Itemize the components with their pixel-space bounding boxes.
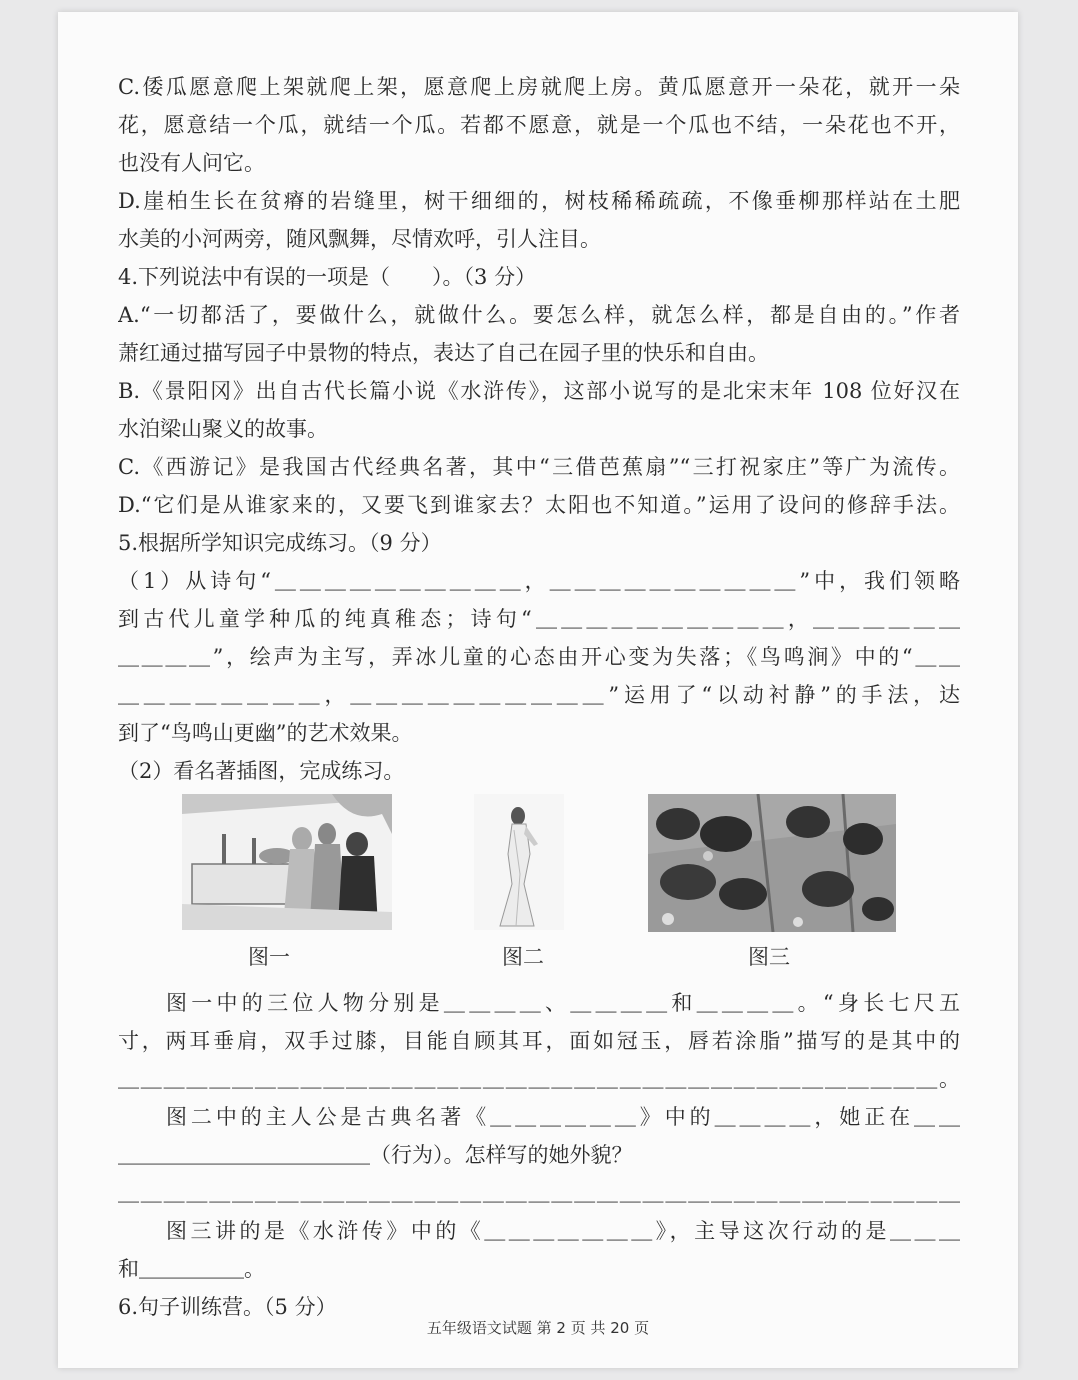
option-d-line-1: D.崖柏生长在贫瘠的岩缝里，树干细细的，树枝稀稀疏疏，不像垂柳那样站在土肥 [118, 189, 960, 213]
illustrations-row [118, 794, 960, 984]
q5-part1-line-2: 到古代儿童学种瓜的纯真稚态；诗句“＿＿＿＿＿＿＿＿＿＿，＿＿＿＿＿＿ [118, 607, 960, 631]
fig1-answer-blank: ＿＿＿＿＿＿＿＿＿＿＿＿＿＿＿＿＿＿＿＿＿＿＿＿＿＿＿＿＿＿＿＿＿＿＿＿。 [118, 1067, 960, 1091]
figure-3-caption: 图三 [748, 945, 790, 969]
q4-option-b-line-2: 水泊梁山聚义的故事。 [118, 417, 328, 441]
question-4-title: 4.下列说法中有误的一项是（ ）。（3 分） [118, 265, 537, 289]
option-c-line-1: C.倭瓜愿意爬上架就爬上架，愿意爬上房就爬上房。黄瓜愿意开一朵花，就开一朵 [118, 75, 960, 99]
figure-1-caption: 图一 [248, 945, 290, 969]
figure-1-illustration [182, 794, 392, 930]
figure-2 [474, 794, 564, 934]
q5-part1-line-1: （1）从诗句“＿＿＿＿＿＿＿＿＿＿，＿＿＿＿＿＿＿＿＿＿”中，我们领略 [118, 569, 960, 593]
q5-part1-line-4: ＿＿＿＿＿＿＿＿，＿＿＿＿＿＿＿＿＿＿”运用了“以动衬静”的手法，达 [118, 683, 960, 707]
figure-2-caption: 图二 [502, 945, 544, 969]
fig1-question-line-1: 图一中的三位人物分别是＿＿＿＿、＿＿＿＿和＿＿＿＿。“身长七尺五 [166, 991, 960, 1015]
option-d-line-2: 水美的小河两旁，随风飘舞，尽情欢呼，引人注目。 [118, 227, 601, 251]
q4-option-c: C.《西游记》是我国古代经典名著，其中“三借芭蕉扇”“三打祝家庄”等广为流传。 [118, 455, 960, 479]
fig2-answer-blank: ＿＿＿＿＿＿＿＿＿＿＿＿＿＿＿＿＿＿＿＿＿＿＿＿＿＿＿＿＿＿＿＿＿＿＿＿＿ [118, 1181, 960, 1205]
q4-option-b-line-1: B.《景阳冈》出自古代长篇小说《水浒传》，这部小说写的是北宋末年 108 位好汉在 [118, 379, 960, 403]
fig3-question-line-2: 和＿＿＿＿＿。 [118, 1257, 265, 1281]
figure-2-illustration [474, 794, 564, 930]
q4-option-a-line-2: 萧红通过描写园子中景物的特点，表达了自己在园子里的快乐和自由。 [118, 341, 769, 365]
exam-page [58, 12, 1018, 1368]
question-5-title: 5.根据所学知识完成练习。（9 分） [118, 531, 442, 555]
figure-1 [182, 794, 392, 934]
q4-option-d: D.“它们是从谁家来的，又要飞到谁家去？太阳也不知道。”运用了设问的修辞手法。 [118, 493, 960, 517]
q5-part1-line-5: 到了“鸟鸣山更幽”的艺术效果。 [118, 721, 413, 745]
figure-3 [648, 794, 896, 936]
page-footer: 五年级语文试题 第 2 页 共 20 页 [426, 1319, 650, 1337]
fig2-question-line-1: 图二中的主人公是古典名著《＿＿＿＿＿＿》中的＿＿＿＿，她正在＿＿ [166, 1105, 960, 1129]
q4-option-a-line-1: A.“一切都活了，要做什么，就做什么。要怎么样，就怎么样，都是自由的。”作者 [118, 303, 960, 327]
q5-part2-title: （2）看名著插图，完成练习。 [118, 759, 405, 783]
option-c-line-3: 也没有人问它。 [118, 151, 265, 175]
page-content [118, 68, 960, 1326]
fig3-question-line-1: 图三讲的是《水浒传》中的《＿＿＿＿＿＿＿》，主导这次行动的是＿＿＿ [166, 1219, 960, 1243]
fig2-question-line-2: ＿＿＿＿＿＿＿＿＿＿＿＿（行为）。怎样写的她外貌？ [118, 1143, 633, 1167]
q5-part1-line-3: ＿＿＿＿”，绘声为主写，弄冰儿童的心态由开心变为失落；《鸟鸣涧》中的“＿＿ [118, 645, 960, 669]
figure-3-illustration [648, 794, 896, 932]
option-c-line-2: 花，愿意结一个瓜，就结一个瓜。若都不愿意，就是一个瓜也不结，一朵花也不开， [118, 113, 960, 137]
question-6-title: 6.句子训练营。（5 分） [118, 1295, 337, 1319]
fig1-question-line-2: 寸，两耳垂肩，双手过膝，目能自顾其耳，面如冠玉，唇若涂脂”描写的是其中的 [118, 1029, 960, 1053]
